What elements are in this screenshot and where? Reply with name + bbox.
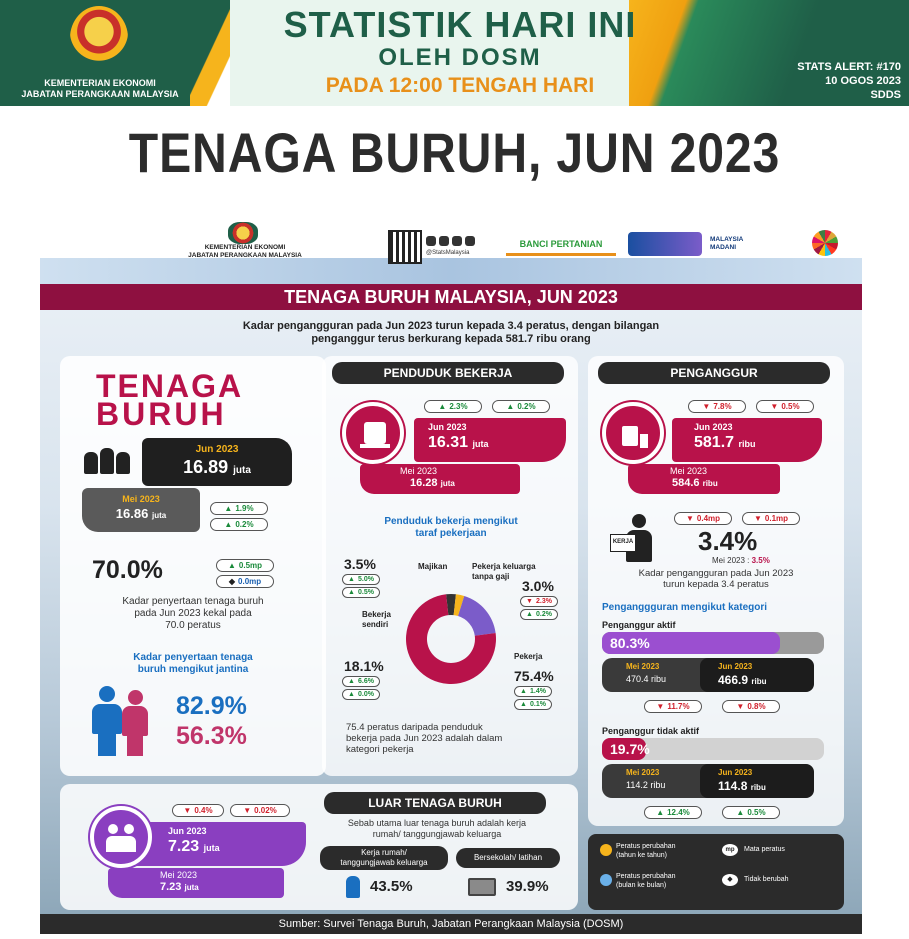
penganggur-jun-label: Jun 2023: [694, 422, 733, 432]
tidak-mei-jun-pill: [602, 764, 814, 798]
tenaga-mei-value: 16.86: [115, 506, 149, 521]
stats-alert: STATS ALERT: #170: [797, 61, 901, 73]
tenaga-jun-label: Jun 2023: [195, 444, 239, 455]
penganggur-mom-value: 0.5%: [781, 402, 800, 411]
arrow-down-icon: ▼: [753, 514, 762, 523]
tidak-pct: 19.7%: [610, 741, 650, 757]
arrow-up-icon: ▲: [227, 561, 236, 570]
male-rate: 82.9%: [176, 692, 247, 720]
aktif-label: Penganggur aktif: [602, 620, 676, 630]
tidak-tag-2: ▲ 0.5%: [722, 806, 780, 819]
pekerja-tag-1: ▲ 1.4%: [514, 686, 552, 697]
penganggur-jun-unit: ribu: [738, 439, 756, 449]
rate-chg-value-1: 0.5mp: [238, 561, 263, 570]
legend-item4: Tidak berubah: [744, 876, 789, 883]
female-icon: [120, 690, 150, 756]
banci-pertanian-logo: BANCI PERTANIAN: [506, 234, 616, 256]
arrow-up-icon: ▲: [506, 402, 515, 411]
social-handle: @StatsMalaysia: [426, 250, 470, 256]
penduduk-bekerja-card: [322, 356, 578, 776]
luar-cat1-a: Kerja rumah/: [361, 848, 407, 857]
rate-desc-3: 70.0 peratus: [165, 620, 221, 631]
bekerja-note-3: kategori pekerja: [346, 744, 414, 755]
instagram-icon[interactable]: [426, 236, 436, 246]
bekerja-jun-label: Jun 2023: [428, 422, 467, 432]
header-date: 10 OGOS 2023: [825, 75, 901, 87]
rate-chg-value-2: 0.0mp: [238, 577, 262, 586]
keluarga-tag-2: ▲ 0.2%: [520, 609, 558, 620]
val-sendiri: 18.1%: [344, 658, 384, 674]
tenaga-jun-pill: [142, 438, 292, 486]
unchanged-icon: ◆: [228, 577, 236, 586]
luar-cat1-val: 43.5%: [370, 878, 413, 895]
top-header: [0, 0, 909, 106]
unemp-desc-2: turun kepada 3.4 peratus: [663, 579, 769, 590]
val-pekerja: 75.4%: [514, 668, 554, 684]
unchanged-legend-icon: ◆: [722, 874, 738, 886]
tenaga-title-2: BURUH: [96, 396, 227, 432]
workers-icon: [84, 448, 130, 478]
arrow-up-icon: ▲: [224, 520, 233, 529]
facebook-icon[interactable]: [439, 236, 449, 246]
penganggur-mei-value: 584.6: [672, 477, 700, 489]
penganggur-jun-value: 581.7: [694, 434, 735, 451]
bekerja-mom-value: 0.2%: [517, 402, 536, 411]
header-time: PADA 12:00 TENGAH HARI: [325, 74, 595, 97]
aktif-jun-label: Jun 2023: [718, 662, 753, 671]
penganggur-title: PENGANGGUR: [598, 362, 830, 384]
tidak-mei-val: 114.2 ribu: [626, 780, 666, 790]
bekerja-yoy-value: 2.3%: [449, 402, 468, 411]
tenaga-yoy-tag: [210, 502, 268, 515]
housework-icon: [346, 876, 360, 898]
penganggur-mei-label: Mei 2023: [670, 466, 708, 476]
sdg-wheel-icon: [812, 230, 838, 256]
tidak-label: Penganggur tidak aktif: [602, 726, 700, 736]
rate-desc-1: Kadar penyertaan tenaga buruh: [122, 596, 264, 607]
aktif-mei-label: Mei 2023: [626, 662, 660, 671]
mom-legend-icon: [600, 874, 612, 886]
luar-cat1-pill: [320, 846, 448, 870]
luar-cat2-val: 39.9%: [506, 878, 549, 895]
bekerja-jun-value: 16.31: [428, 434, 469, 451]
tenaga-mei-unit: juta: [151, 511, 167, 520]
luar-cat1-b: tanggungjawab keluarga: [340, 858, 428, 867]
summary-line-2: penganggur terus berkurang kepada 581.7 ribu orang: [311, 333, 591, 345]
luar-mei-unit: juta: [184, 883, 199, 892]
rate-desc-2: pada Jun 2023 kekal pada: [134, 608, 252, 619]
coat-of-arms-icon: [70, 6, 128, 70]
rate-prev-label: Mei 2023 :: [712, 556, 750, 565]
tenaga-mei-label: Mei 2023: [122, 494, 160, 504]
arrow-down-icon: ▼: [183, 806, 192, 815]
poster-emblem-icon: [228, 222, 258, 244]
bekerja-mei-value: 16.28: [410, 477, 438, 489]
aktif-tag-2: ▼ 0.8%: [722, 700, 780, 713]
unemployment-rate: 3.4%: [698, 526, 758, 556]
legend-item3: Mata peratus: [744, 846, 785, 853]
family-icon: [90, 806, 152, 868]
summary-line-1: Kadar pengangguran pada Jun 2023 turun kepada 3.4 peratus, dengan bilangan: [242, 320, 660, 332]
cat-sendiri-1: Bekerja: [362, 610, 391, 619]
arrow-down-icon: ▼: [656, 702, 665, 711]
book-icon: [468, 878, 496, 896]
val-keluarga: 3.0%: [522, 578, 554, 594]
luar-desc-1: Sebab utama luar tenaga buruh adalah kerja: [347, 818, 527, 828]
header-code: SDDS: [870, 89, 901, 101]
bekerja-mei-unit: juta: [440, 479, 455, 488]
arrow-up-icon: ▲: [736, 808, 745, 817]
unemp-desc-1: Kadar pengangguran pada Jun 2023: [638, 568, 794, 579]
aktif-pct: 80.3%: [610, 635, 650, 651]
poster-department: JABATAN PERANGKAAN MALAYSIA: [188, 252, 302, 259]
bekerja-yoy-tag: [424, 400, 482, 413]
luar-mei-pill: [108, 868, 284, 898]
legend-item1-b: (tahun ke tahun): [616, 852, 667, 859]
keluarga-tag-1: ▼ 2.3%: [520, 596, 558, 607]
aktif-tag-1: ▼ 11.7%: [644, 700, 702, 713]
pekerja-tag-2: ▲ 0.1%: [514, 699, 552, 710]
arrow-up-icon: ▲: [348, 589, 355, 596]
header-ministry: KEMENTERIAN EKONOMI: [44, 78, 156, 88]
slice-sendiri: [458, 596, 496, 636]
job-seeker-icon: [610, 514, 658, 562]
legend-item2-a: Peratus perubahan: [616, 873, 676, 880]
malaysia-madani-logo: MALAYSIA MADANI: [710, 236, 744, 251]
bekerja-icon: [342, 402, 404, 464]
bekerja-mei-pill: [360, 464, 520, 494]
tidak-tag-1: ▲ 12.4%: [644, 806, 702, 819]
penganggur-mei-unit: ribu: [702, 479, 718, 488]
arrow-down-icon: ▼: [736, 702, 745, 711]
tidak-jun-unit: ribu: [750, 783, 766, 792]
bekerja-note-1: 75.4 peratus daripada penduduk: [346, 722, 483, 733]
poster-ministry: KEMENTERIAN EKONOMI: [204, 244, 286, 251]
arrow-down-icon: ▼: [243, 806, 252, 815]
bekerja-note-2: bekerja pada Jun 2023 adalah dalam: [346, 733, 503, 744]
legend: [588, 834, 844, 910]
majikan-tag-1: ▲ 5.0%: [342, 574, 380, 585]
luar-mei-label: Mei 2023: [160, 870, 198, 880]
val-majikan: 3.5%: [344, 556, 376, 572]
arrow-up-icon: ▲: [526, 611, 533, 618]
tenaga-mei-pill: [82, 488, 200, 532]
arrow-up-icon: ▲: [520, 701, 527, 708]
bekerja-title: PENDUDUK BEKERJA: [332, 362, 564, 384]
rate-chg-tag-2: [216, 575, 274, 588]
aktif-mei-val: 470.4 ribu: [626, 674, 667, 684]
bekerja-jun-unit: juta: [472, 439, 489, 449]
tenaga-mom-tag: [210, 518, 268, 531]
cat-sendiri-2: sendiri: [362, 620, 389, 629]
source: Sumber: Survei Tenaga Buruh, Jabatan Perangkaan Malaysia (DOSM): [40, 914, 862, 934]
tenaga-jun-unit: juta: [233, 465, 251, 476]
kategori-title: Penganggguran mengikut kategori: [602, 602, 768, 613]
luar-jun-value: 7.23: [168, 838, 200, 855]
rate-prev: 3.5%: [751, 556, 770, 565]
penganggur-yoy-tag: [688, 400, 746, 413]
cat-keluarga-2: tanpa gaji: [472, 572, 510, 581]
header-title: STATISTIK HARI INI: [283, 4, 637, 45]
qr-code-icon: [390, 232, 420, 262]
rate-chg-tag-1: [216, 559, 274, 572]
arrow-down-icon: ▼: [702, 402, 711, 411]
arrow-up-icon: ▲: [438, 402, 447, 411]
bekerja-sub-2: taraf pekerjaan: [415, 528, 487, 539]
cat-pekerja: Pekerja: [514, 652, 543, 661]
penganggur-card: [588, 356, 844, 826]
arrow-up-icon: ▲: [520, 688, 527, 695]
luar-mei-value: 7.23: [160, 881, 182, 893]
luar-jun-pill: [130, 822, 306, 866]
youtube-icon[interactable]: [465, 236, 475, 246]
luar-jun-unit: juta: [203, 843, 220, 853]
aktif-bar: [602, 632, 824, 654]
arrow-up-icon: ▲: [348, 576, 355, 583]
employment-donut-chart: [404, 592, 498, 686]
tenaga-mom-value: 0.2%: [235, 520, 254, 529]
kerja-sign: KERJA: [610, 534, 636, 552]
gender-title-2: buruh mengikut jantina: [137, 664, 249, 675]
aktif-jun-val: 466.9: [718, 673, 749, 687]
tenaga-jun-value: 16.89: [183, 457, 229, 477]
header-department: JABATAN PERANGKAAN MALAYSIA: [21, 89, 179, 99]
tidak-mei-label: Mei 2023: [626, 768, 660, 777]
luar-tag-2: ▼ 0.02%: [230, 804, 290, 817]
luar-tenaga-card: [60, 784, 578, 910]
penganggur-icon: [602, 402, 664, 464]
poster-banner: TENAGA BURUH MALAYSIA, JUN 2023: [40, 284, 862, 310]
bekerja-mei-label: Mei 2023: [400, 466, 438, 476]
arrow-down-icon: ▼: [526, 598, 533, 605]
page-title: TENAGA BURUH, JUN 2023: [128, 121, 781, 184]
bekerja-jun-pill: [414, 418, 566, 462]
majikan-tag-2: ▲ 0.5%: [342, 587, 380, 598]
yoy-legend-icon: [600, 844, 612, 856]
cat-keluarga-1: Pekerja keluarga: [472, 562, 536, 571]
legend-item1-a: Peratus perubahan: [616, 843, 676, 850]
luar-title: LUAR TENAGA BURUH: [324, 792, 546, 814]
rate-chg-tag-a: ▼ 0.4mp: [674, 512, 732, 525]
luar-desc-2: rumah/ tanggungjawab keluarga: [372, 829, 502, 839]
sendiri-tag-2: ▲ 0.0%: [342, 689, 380, 700]
cat-majikan: Majikan: [418, 562, 448, 571]
banci-ekonomi-logo-icon: [628, 232, 702, 256]
penganggur-mom-tag: [756, 400, 814, 413]
aktif-mei-jun-pill: [602, 658, 814, 692]
arrow-down-icon: ▼: [770, 402, 779, 411]
participation-rate: 70.0%: [92, 556, 163, 584]
luar-cat2-pill: Bersekolah/ latihan: [456, 848, 560, 868]
female-rate: 56.3%: [176, 722, 247, 750]
x-icon[interactable]: [452, 236, 462, 246]
penganggur-jun-pill: [672, 418, 822, 462]
tidak-jun-label: Jun 2023: [718, 768, 753, 777]
tidak-bar: [602, 738, 824, 760]
luar-jun-label: Jun 2023: [168, 826, 207, 836]
penganggur-yoy-value: 7.8%: [713, 402, 732, 411]
tenaga-title-1: TENAGA: [96, 368, 244, 404]
arrow-up-icon: ▲: [224, 504, 233, 513]
arrow-up-icon: ▲: [348, 691, 355, 698]
arrow-up-icon: ▲: [348, 678, 355, 685]
tenaga-buruh-card: [60, 356, 326, 776]
gender-title-1: Kadar penyertaan tenaga: [133, 652, 253, 663]
penganggur-mei-pill: [628, 464, 780, 494]
mp-legend-icon: mp: [722, 844, 738, 856]
arrow-up-icon: ▲: [656, 808, 665, 817]
tidak-jun-val: 114.8: [718, 779, 748, 793]
legend-item2-b: (bulan ke bulan): [616, 882, 667, 889]
header-subtitle: OLEH DOSM: [378, 44, 542, 71]
rate-chg-tag-b: ▼ 0.1mp: [742, 512, 800, 525]
arrow-down-icon: ▼: [685, 514, 694, 523]
sendiri-tag-1: ▲ 6.6%: [342, 676, 380, 687]
luar-tag-1: ▼ 0.4%: [172, 804, 224, 817]
infographic-poster: [40, 218, 862, 934]
bekerja-sub-1: Penduduk bekerja mengikut: [384, 516, 518, 527]
tenaga-yoy-value: 1.9%: [235, 504, 254, 513]
bekerja-mom-tag: [492, 400, 550, 413]
aktif-jun-unit: ribu: [751, 677, 767, 686]
male-icon: [90, 686, 124, 756]
